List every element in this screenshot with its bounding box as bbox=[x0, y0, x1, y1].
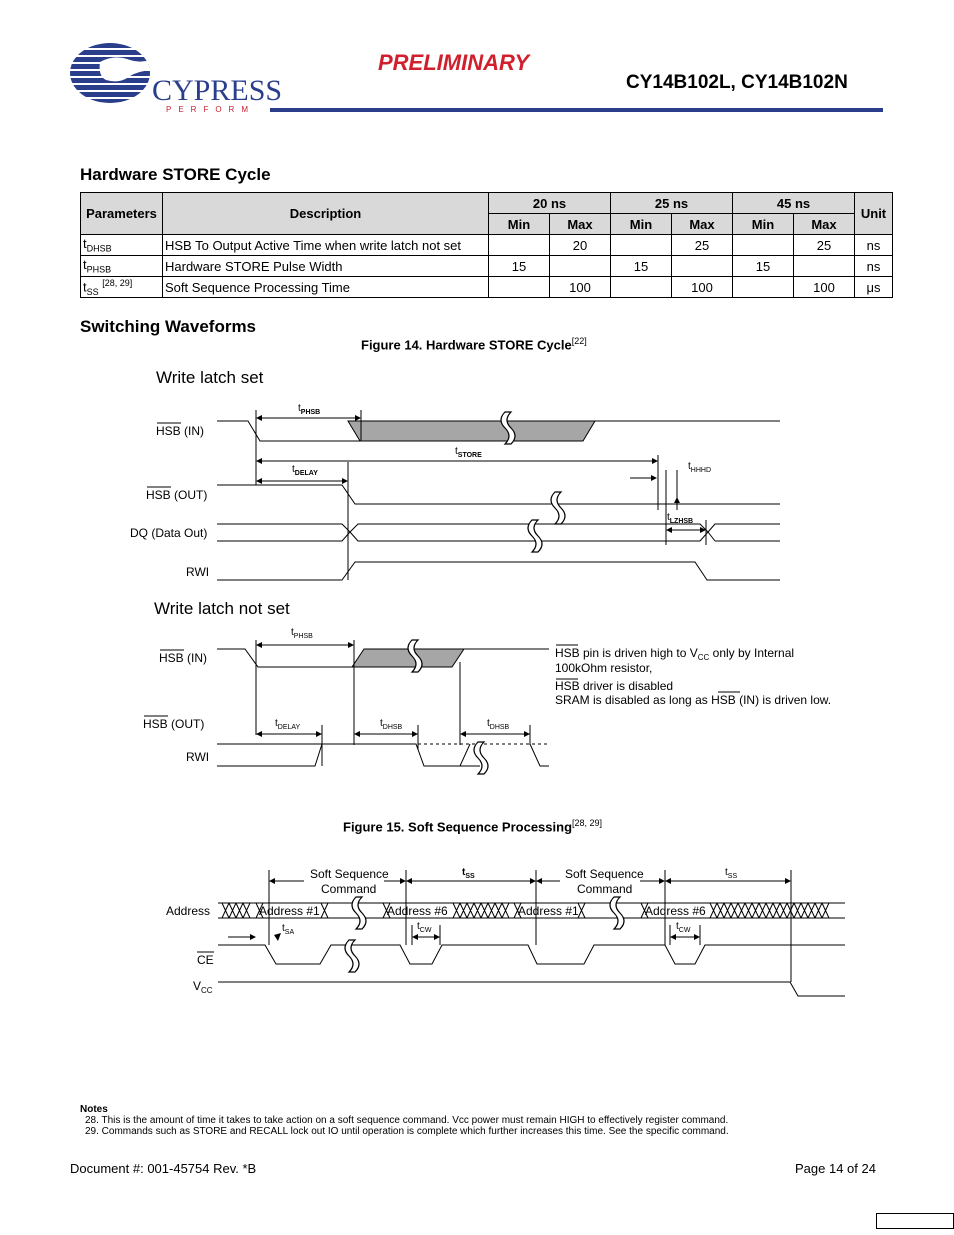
page-number: Page 14 of 24 bbox=[795, 1161, 876, 1176]
hsb-in-label: HSB (IN) bbox=[159, 651, 207, 665]
t-store-label: $t_{STORE}$ bbox=[455, 446, 482, 459]
unit-cell: ns bbox=[855, 235, 893, 256]
col-max: Max bbox=[794, 214, 855, 235]
t-hhhd-label: $t_{HHHD}$ bbox=[688, 461, 712, 474]
logo-word: CYPRESS bbox=[152, 74, 283, 107]
col-max: Max bbox=[550, 214, 611, 235]
figure-14-write-latch-not-set-diagram bbox=[0, 625, 954, 785]
figure-14-caption: Figure 14. Hardware STORE Cycle[22] bbox=[361, 336, 587, 353]
note-29: 29. Commands such as STORE and RECALL lock out IO until operation is complete which further increases this time. See the specific command. bbox=[85, 1126, 729, 1137]
write-latch-not-set-title: Write latch not set bbox=[154, 599, 290, 618]
value-cell: 100 bbox=[550, 277, 611, 298]
hsb-out-label: HSB (OUT) bbox=[143, 717, 205, 731]
t-dhsb-label: $t_{DHSB}$ bbox=[487, 718, 510, 731]
part-numbers: CY14B102L, CY14B102N bbox=[626, 72, 848, 93]
t-dhsb-label: $t_{DHSB}$ bbox=[380, 718, 403, 731]
command-label: Command bbox=[577, 882, 633, 896]
t-ss-label: $t_{SS}$ bbox=[725, 867, 738, 880]
value-cell bbox=[611, 235, 672, 256]
document-number: Document #: 001-45754 Rev. *B bbox=[70, 1161, 257, 1176]
value-cell: 100 bbox=[794, 277, 855, 298]
command-label: Command bbox=[321, 882, 377, 896]
address-6-label: Address #6 bbox=[645, 904, 706, 918]
param-cell: $t_{SS}$ [28, 29] bbox=[81, 277, 163, 298]
t-delay-label: $t_{DELAY}$ bbox=[292, 464, 318, 477]
write-latch-set-title: Write latch set bbox=[156, 368, 264, 387]
col-min: Min bbox=[611, 214, 672, 235]
note-driver-disabled: HSB driver is disabled bbox=[555, 679, 674, 693]
col-description: Description bbox=[163, 193, 489, 235]
value-cell bbox=[733, 235, 794, 256]
value-cell: 100 bbox=[672, 277, 733, 298]
address-1-label: Address #1 bbox=[259, 904, 320, 918]
t-sa-label: $t_{SA}$ bbox=[282, 923, 295, 936]
cypress-globe-icon bbox=[70, 40, 160, 106]
hsb-out-label: HSB (OUT) bbox=[146, 488, 208, 502]
t-cw-label: $t_{CW}$ bbox=[417, 921, 432, 934]
address-6-label: Address #6 bbox=[387, 904, 448, 918]
figure-15-caption: Figure 15. Soft Sequence Processing[28, 29] bbox=[343, 818, 603, 835]
desc-cell: HSB To Output Active Time when write latch not set bbox=[163, 235, 489, 256]
note-resistor: 100kOhm resistor, bbox=[555, 661, 653, 675]
table-row bbox=[81, 235, 893, 256]
note-hsb-driven-high: HSB pin is driven high to $V_{CC}$ only by Internal bbox=[555, 646, 795, 662]
unit-cell: μs bbox=[855, 277, 893, 298]
value-cell bbox=[794, 256, 855, 277]
table-row bbox=[81, 256, 893, 277]
note-28: 28. This is the amount of time it takes to take action on a soft sequence command. Vcc power must remain HIGH to effectively register command. bbox=[85, 1115, 729, 1126]
figure-15-soft-sequence-diagram bbox=[0, 860, 954, 1005]
notes-section bbox=[80, 1104, 880, 1137]
t-phsb-label: $t_{PHSB}$ bbox=[291, 627, 313, 640]
value-cell: 25 bbox=[672, 235, 733, 256]
col-max: Max bbox=[672, 214, 733, 235]
t-phsb-label: $t_{PHSB}$ bbox=[298, 403, 321, 416]
value-cell: 15 bbox=[489, 256, 550, 277]
col-group-20ns: 20 ns bbox=[489, 193, 611, 214]
header-rule bbox=[270, 108, 883, 112]
value-cell bbox=[672, 256, 733, 277]
value-cell bbox=[550, 256, 611, 277]
col-min: Min bbox=[733, 214, 794, 235]
value-cell bbox=[489, 235, 550, 256]
section-title-switching-waveforms: Switching Waveforms bbox=[80, 317, 257, 336]
rwi-label: RWI bbox=[186, 750, 210, 764]
ce-label: CE bbox=[197, 953, 214, 967]
col-group-25ns: 25 ns bbox=[611, 193, 733, 214]
desc-cell: Soft Sequence Processing Time bbox=[163, 277, 489, 298]
col-min: Min bbox=[489, 214, 550, 235]
value-cell bbox=[611, 277, 672, 298]
feedback-box bbox=[876, 1213, 954, 1229]
col-unit: Unit bbox=[855, 193, 893, 235]
param-cell: $t_{DHSB}$ bbox=[81, 235, 163, 256]
t-delay-label: $t_{DELAY}$ bbox=[275, 718, 301, 731]
address-label: Address bbox=[166, 904, 211, 918]
unit-cell: ns bbox=[855, 256, 893, 277]
value-cell bbox=[733, 277, 794, 298]
note-sram-disabled: SRAM is disabled as long as HSB (IN) is driven low. bbox=[555, 693, 832, 707]
dq-out-label: DQ (Data Out) bbox=[130, 526, 208, 540]
rwi-label: RWI bbox=[186, 565, 210, 579]
value-cell: 15 bbox=[733, 256, 794, 277]
table-row bbox=[81, 277, 893, 298]
col-group-45ns: 45 ns bbox=[733, 193, 855, 214]
t-ss-label: $t_{SS}$ bbox=[462, 867, 475, 880]
value-cell: 15 bbox=[611, 256, 672, 277]
logo-tagline: PERFORM bbox=[166, 105, 255, 114]
t-lzhsb-label: $t_{LZHSB}$ bbox=[667, 512, 694, 525]
address-1-label: Address #1 bbox=[518, 904, 579, 918]
value-cell: 20 bbox=[550, 235, 611, 256]
t-cw-label: $t_{CW}$ bbox=[676, 921, 691, 934]
hsb-in-label: HSB (IN) bbox=[156, 424, 204, 438]
preliminary-label: PRELIMINARY bbox=[378, 50, 530, 75]
notes-title: Notes bbox=[80, 1104, 108, 1115]
desc-cell: Hardware STORE Pulse Width bbox=[163, 256, 489, 277]
col-parameters: Parameters bbox=[81, 193, 163, 235]
section-title-hardware-store: Hardware STORE Cycle bbox=[80, 165, 271, 184]
param-cell: $t_{PHSB}$ bbox=[81, 256, 163, 277]
soft-sequence-label: Soft Sequence bbox=[310, 867, 389, 881]
soft-sequence-label: Soft Sequence bbox=[565, 867, 644, 881]
figure-14-write-latch-set-diagram bbox=[0, 390, 954, 590]
company-logo bbox=[70, 40, 283, 120]
value-cell bbox=[489, 277, 550, 298]
hardware-store-table bbox=[80, 192, 893, 298]
value-cell: 25 bbox=[794, 235, 855, 256]
vcc-label: $V_{CC}$ bbox=[193, 979, 213, 995]
